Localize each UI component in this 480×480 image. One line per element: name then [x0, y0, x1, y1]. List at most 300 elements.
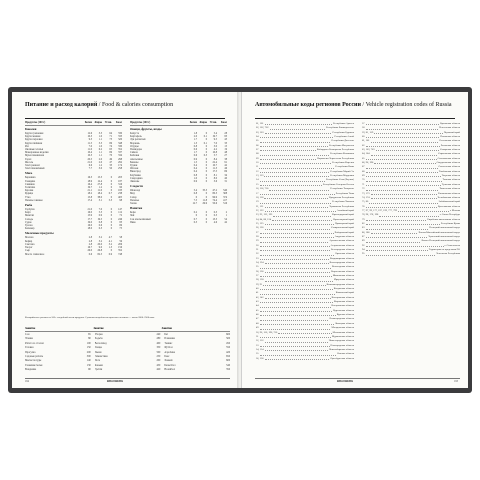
dotted-leader [265, 133, 332, 134]
header-cell: Углев. [104, 121, 112, 124]
food-value: 0 [110, 211, 112, 215]
food-value: 4.7 [108, 236, 112, 240]
activity-name: Готовка [25, 346, 34, 350]
dotted-leader [273, 216, 331, 217]
title-divider [255, 118, 455, 119]
food-value: 0 [195, 214, 197, 218]
food-value: 10.3 [87, 154, 92, 158]
activity-kcal: 600 [226, 359, 230, 363]
dotted-leader [366, 220, 427, 221]
calories-note: Калорийность указана на 100 г съедобной части продукта. Суточная потребность взрослого человека — около 2000–2500 ккал. [25, 316, 155, 319]
region-code: 52, 152 [256, 339, 264, 343]
food-value: 21.0 [87, 160, 92, 164]
region-name: Волгоградская область [329, 261, 354, 264]
region-code: 41 [256, 291, 259, 295]
dotted-leader [263, 285, 325, 286]
food-name: Минтай [25, 214, 34, 218]
region-code: 29 [256, 239, 259, 243]
table-row [130, 180, 227, 183]
dotted-leader [260, 315, 336, 316]
food-value: 352 [118, 148, 122, 152]
region-name: Республика Ингушетия [329, 143, 354, 147]
region-name: г. Москва [449, 208, 460, 212]
region-name: Калининградская область [326, 282, 354, 286]
activity-row [164, 368, 230, 372]
region-code: 09 [256, 156, 259, 160]
food-value: 0.9 [193, 157, 197, 161]
region-name: Кабардино-Балкарская Республика [316, 148, 354, 152]
region-code: 03, 103 [256, 130, 264, 134]
region-name: Самарская область [439, 148, 460, 152]
food-value: 72 [119, 214, 122, 218]
food-value: 20.5 [87, 157, 92, 161]
dotted-leader [260, 324, 334, 325]
food-value: 0 [110, 208, 112, 212]
region-code: 59, 81, 159 [362, 130, 374, 134]
food-value: 2.8 [88, 242, 92, 246]
region-name: Республика Саха (Якутия) [326, 178, 354, 182]
food-value: 0.4 [193, 170, 197, 174]
dotted-leader [376, 150, 439, 151]
activity-name: Глажение белья [25, 363, 43, 367]
food-value: 16.7 [87, 246, 92, 250]
food-value: 0 [110, 176, 112, 180]
food-name: Крупа перловая [25, 138, 43, 142]
activity-kcal: 500 [156, 350, 161, 354]
food-value: 21.0 [87, 208, 92, 212]
region-code: 36, 136 [256, 269, 264, 273]
food-value: 4.6 [213, 220, 217, 224]
activity-kcal: 350 [226, 368, 230, 372]
food-value: 0.9 [193, 180, 197, 184]
activity-kcal: 420 [156, 368, 161, 372]
food-value: 69 [224, 170, 227, 174]
region-code: 45 [256, 308, 259, 312]
food-value: 246 [118, 217, 122, 221]
dotted-leader [278, 333, 331, 334]
food-value: 0.9 [108, 252, 112, 256]
food-name: Утка [25, 195, 31, 199]
food-value: 3.0 [213, 144, 217, 148]
table-body [130, 127, 227, 224]
food-name: Горбуша [25, 208, 35, 212]
region-name: Новосибирская область [328, 347, 354, 351]
food-value: 0.8 [98, 220, 102, 224]
food-value: 10.8 [212, 151, 217, 155]
food-value: 320 [118, 138, 122, 142]
region-code: 54, 154 [256, 347, 264, 351]
dotted-leader [371, 198, 437, 199]
vehicle-title-sep: / [360, 102, 366, 108]
food-value: 19.7 [87, 186, 92, 190]
region-code: 61, 161 [362, 139, 370, 143]
food-value: 374 [223, 195, 227, 199]
header-cell: Ккал [220, 121, 227, 124]
activity-name: Гимнастика [94, 355, 108, 359]
region-code: 28 [256, 234, 259, 238]
activity-name: Велосипед [94, 341, 107, 345]
food-value: 3.3 [98, 141, 102, 145]
region-code: 70 [362, 178, 365, 182]
region-code: 44 [256, 304, 259, 308]
food-value: 82.5 [97, 252, 102, 256]
dotted-leader [265, 272, 331, 273]
activity-name: Чтение [25, 337, 33, 341]
region-code: 23, 93, 123, 193 [256, 213, 273, 217]
region-name: Курская область [336, 313, 354, 317]
region-name: Алтайский край [336, 208, 354, 212]
food-value: 0 [205, 160, 207, 164]
region-name: Псковская область [440, 135, 460, 139]
region-name: Оренбургская область [330, 356, 354, 360]
region-name: Пензенская область [438, 126, 460, 130]
food-name: Молоко [25, 236, 34, 240]
food-value: 1.8 [193, 132, 197, 135]
food-value: 91 [224, 160, 227, 164]
food-value: 16.0 [87, 224, 92, 228]
food-value: 6.2 [98, 148, 102, 152]
food-value: 2.0 [98, 157, 102, 161]
dotted-leader [366, 190, 439, 191]
food-name: Сахар [130, 195, 137, 199]
dotted-leader [265, 350, 328, 351]
dotted-leader [366, 146, 440, 147]
region-name: Карачаево-Черкесская Республика [317, 156, 354, 160]
food-value: 34 [224, 173, 227, 177]
region-name: Ставропольский край [330, 226, 354, 230]
food-value: 174 [118, 164, 122, 168]
dotted-leader [366, 255, 436, 256]
food-value: 0 [205, 144, 207, 148]
dotted-leader [260, 137, 334, 138]
header-cell: Жиры [94, 121, 102, 124]
food-name: Хлеб ржаной [25, 164, 40, 168]
region-code: 82 [362, 221, 365, 225]
food-value: 2.8 [88, 239, 92, 243]
food-value: 3.2 [98, 236, 102, 240]
dotted-leader [366, 229, 429, 230]
food-value: 11.0 [87, 148, 92, 152]
food-value: 0.1 [203, 141, 207, 145]
food-value: 15.3 [97, 176, 102, 180]
food-name: Халва [130, 202, 137, 206]
region-name: Республика Марий Эл [330, 169, 354, 173]
region-code: 02, 102, 702 [256, 126, 269, 130]
dotted-leader [260, 329, 331, 330]
food-value: 17.5 [212, 170, 217, 174]
region-name: Республика Адыгея [333, 122, 354, 125]
calories-table-right [130, 121, 227, 224]
region-code: 25, 125 [256, 221, 264, 225]
activity-kcal: 420 [226, 350, 230, 354]
food-name: Кролик [25, 189, 34, 193]
region-code: 21, 121 [256, 204, 264, 208]
food-value: 33 [224, 141, 227, 145]
dotted-leader [265, 281, 334, 282]
food-value: 9.3 [88, 138, 92, 142]
food-name: Сметана [25, 242, 35, 246]
dotted-leader [398, 211, 449, 212]
food-value: 3.1 [98, 198, 102, 202]
activity-kcal: 450 [226, 341, 230, 345]
region-name: Республика Алтай [334, 135, 354, 139]
dotted-leader [265, 298, 331, 299]
region-code: 50, 90, 150, 190, 750 [256, 330, 278, 334]
food-value: 337 [118, 151, 122, 155]
region-name: Республика Карелия [332, 161, 354, 165]
region-code: 07 [256, 148, 259, 152]
food-name: Свинина [25, 182, 35, 186]
activity-name: Коньки [94, 363, 103, 367]
food-value: 64 [109, 132, 112, 135]
vehicle-codes-title [255, 102, 460, 109]
food-name: Морковь [130, 141, 140, 145]
activity-kcal: 65 [88, 333, 91, 336]
region-name: Томская область [442, 178, 460, 182]
food-value: 1.7 [193, 151, 197, 155]
food-value: 0 [205, 170, 207, 174]
dotted-leader [260, 276, 332, 277]
region-name: Рязанская область [440, 143, 460, 147]
header-cell: Продукты (100 г) [25, 121, 46, 124]
food-value: 0.1 [203, 135, 207, 139]
food-value: 12.4 [97, 179, 102, 183]
table-section-title: Сладости [130, 184, 143, 189]
dotted-leader [366, 172, 438, 173]
food-value: 1.3 [108, 246, 112, 250]
dotted-leader [260, 246, 330, 247]
vehicle-codes-column-right [362, 122, 460, 257]
region-name: Курганская область [333, 308, 354, 312]
region-code: 47 [256, 317, 259, 321]
region-name: Чувашская Республика [329, 204, 354, 208]
dotted-leader [260, 150, 316, 151]
dotted-leader [366, 242, 421, 243]
food-name: Телятина [25, 186, 36, 190]
dotted-leader [366, 129, 438, 130]
food-value: 29.9 [202, 202, 207, 206]
food-value: 7.0 [98, 208, 102, 212]
dotted-leader [366, 237, 428, 238]
region-code: 87 [362, 234, 365, 238]
dotted-leader [260, 294, 335, 295]
food-name: Кефир [25, 239, 33, 243]
food-name: Творог [25, 246, 33, 250]
header-cell: Белки [189, 121, 197, 124]
food-value: 334 [118, 154, 122, 158]
region-code: 06 [256, 143, 259, 147]
food-value: 0.6 [98, 224, 102, 228]
region-name: Липецкая область [334, 321, 354, 325]
food-value: 0 [205, 164, 207, 168]
food-value: 11.0 [97, 189, 102, 193]
dotted-leader [260, 255, 335, 256]
region-name: Омская область [337, 352, 354, 356]
dotted-leader [260, 250, 330, 251]
region-code: 55 [256, 352, 259, 356]
region-code: 16, 116, 716 [256, 187, 269, 191]
activity-kcal: 90 [88, 368, 91, 372]
food-value: 9.5 [213, 138, 217, 142]
region-name: Ульяновская область [437, 191, 460, 195]
dotted-leader [366, 185, 441, 186]
food-value: 1.1 [98, 154, 102, 158]
region-code: 58 [362, 126, 365, 130]
region-name: Ненецкий автономный округ [429, 226, 460, 230]
food-value: 292 [118, 160, 122, 164]
food-name: Хлеб пшеничный [25, 167, 45, 171]
region-code: 63, 163, 763 [362, 148, 375, 152]
region-name: Республика Башкортостан [326, 126, 354, 130]
food-value: 0.6 [88, 252, 92, 256]
region-code: 01, 101 [256, 122, 264, 125]
activity-name: Теннис [164, 341, 173, 345]
food-value: 330 [118, 132, 122, 135]
region-name: Архангельская область [329, 239, 354, 243]
food-value: 71 [109, 135, 112, 139]
food-value: 19 [224, 148, 227, 152]
dotted-leader [260, 233, 334, 234]
region-name: Вологодская область [331, 265, 354, 269]
region-code: 30 [256, 243, 259, 247]
food-value: 1.2 [98, 186, 102, 190]
activity-kcal: 200 [86, 350, 91, 354]
food-name: Карп [25, 211, 31, 215]
activity-header-cell: Занятие [93, 327, 104, 330]
activity-name: Баскетбол [164, 363, 176, 367]
region-code: 72 [362, 187, 365, 191]
food-value: 18.2 [87, 192, 92, 196]
food-value: 112 [118, 211, 122, 215]
food-value: 11.3 [212, 167, 217, 171]
region-code: 08 [256, 152, 259, 156]
table-section-title: Овощи, фрукты, ягоды [130, 127, 162, 131]
food-name: Картофель [130, 135, 142, 139]
activity-name: Йога [94, 359, 101, 363]
food-value: 12.7 [192, 202, 197, 206]
food-value: 0 [205, 167, 207, 171]
activity-kcal: 250 [156, 355, 161, 359]
food-value: 11.8 [202, 198, 207, 202]
dotted-leader [260, 311, 333, 312]
food-value: 0 [205, 195, 207, 199]
dotted-leader [369, 203, 437, 204]
food-name: Яблоки [130, 167, 139, 171]
region-name: Республика Крым [440, 221, 460, 225]
food-value: 0.4 [193, 164, 197, 168]
region-code: 14 [256, 178, 259, 182]
region-code: 34, 134 [256, 261, 264, 264]
dotted-leader [260, 203, 332, 204]
region-name: Воронежская область [331, 269, 354, 273]
region-code: 46 [256, 313, 259, 317]
dotted-leader [265, 359, 330, 360]
region-name: Территории за пределами РФ [428, 247, 460, 251]
activity-header-cell: Занятие [161, 327, 172, 330]
food-name: Груши [130, 164, 138, 168]
food-name: Сельдь [25, 217, 33, 221]
dotted-leader [366, 250, 428, 251]
food-value: 15.8 [87, 195, 92, 199]
dotted-leader [371, 142, 439, 143]
region-code: 94 [362, 247, 365, 251]
dotted-leader [265, 342, 328, 343]
region-code: 26, 126 [256, 226, 264, 230]
region-code: 43 [256, 300, 259, 304]
food-value: 42 [224, 164, 227, 168]
region-code: 57 [362, 122, 365, 125]
food-value: 69 [109, 151, 112, 155]
table-header [130, 121, 227, 126]
food-value: 6.6 [88, 164, 92, 168]
region-name: Республика Коми [335, 165, 354, 169]
activity-name: Бокс [164, 355, 170, 359]
food-name: Судак [25, 220, 32, 224]
food-value: 2.0 [98, 160, 102, 164]
region-name: Нижегородская область [328, 339, 354, 343]
region-name: Калужская область [333, 287, 354, 291]
dotted-leader [371, 233, 418, 234]
table-row [25, 253, 122, 256]
food-value: 1.2 [98, 164, 102, 168]
food-value: 50.6 [212, 202, 217, 206]
activity-kcal: 140 [86, 359, 91, 363]
activity-name: Волейбол [164, 368, 176, 372]
food-value: 1.1 [98, 151, 102, 155]
food-name: Апельсины [130, 157, 143, 161]
food-name: Кабачки [130, 154, 140, 158]
food-value: 748 [118, 252, 122, 256]
food-value: 316 [118, 182, 122, 186]
food-value: 0.3 [98, 227, 102, 231]
header-cell: Углев. [209, 121, 217, 124]
food-value: 0.7 [108, 192, 112, 196]
food-value: 40 [224, 176, 227, 180]
dotted-leader [260, 155, 330, 156]
food-value: 0 [110, 186, 112, 190]
food-value: 65 [109, 148, 112, 152]
calories-table-left [25, 121, 122, 256]
food-value: 8.4 [213, 157, 217, 161]
food-name: Смородина [130, 176, 143, 180]
food-name: Лимоны [130, 180, 140, 184]
region-name: Челябинская область [437, 195, 460, 199]
region-name: Республика Калмыкия [330, 152, 354, 156]
food-value: 3.3 [98, 132, 102, 135]
food-value: 22.4 [212, 160, 217, 164]
food-name: Сыр [25, 249, 30, 253]
region-name: Республика Бурятия [332, 130, 354, 134]
food-value: 9.0 [98, 246, 102, 250]
dotted-leader [260, 259, 329, 260]
region-name: Астраханская область [330, 243, 354, 247]
food-value: 49 [109, 157, 112, 161]
food-value: 0 [195, 195, 197, 199]
food-value: 27 [224, 154, 227, 158]
activity-name: Ходьба [94, 337, 103, 341]
dotted-leader [260, 307, 331, 308]
region-name: Костромская область [331, 304, 354, 308]
food-value: 2 [225, 211, 227, 215]
activity-kcal: 100 [86, 341, 91, 345]
food-name: Виноград [130, 170, 141, 174]
activity-row [25, 368, 91, 372]
food-value: 0.6 [193, 154, 197, 158]
food-value: 333 [118, 135, 122, 139]
food-value: 18.9 [87, 179, 92, 183]
dotted-leader [260, 237, 334, 238]
region-code: 19 [256, 200, 259, 204]
